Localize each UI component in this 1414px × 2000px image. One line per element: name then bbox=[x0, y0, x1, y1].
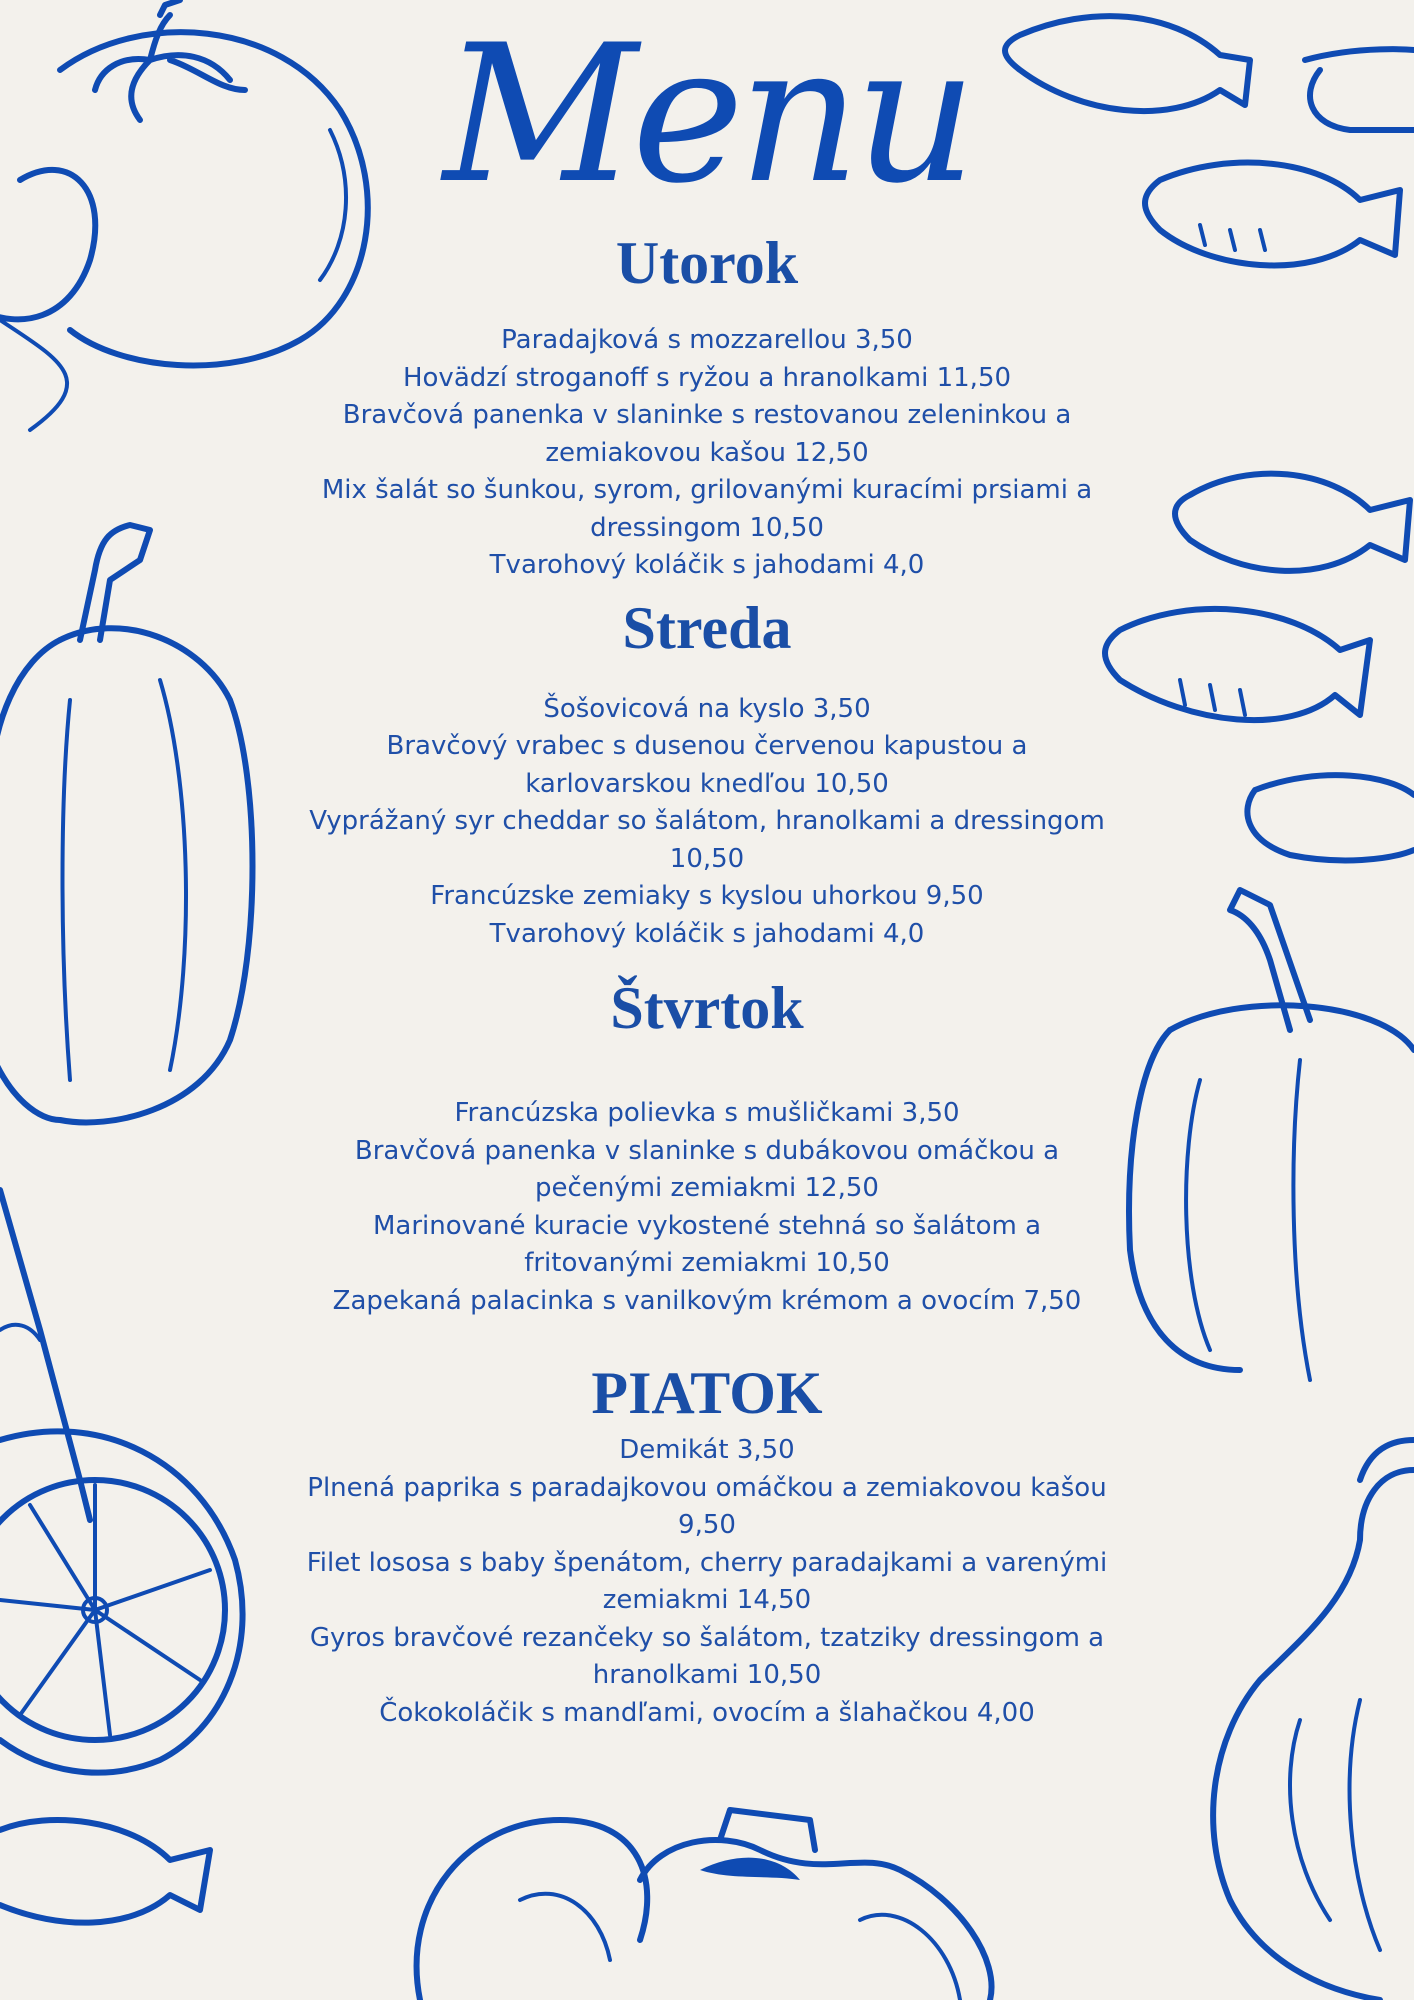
lemon-icon bbox=[0, 1431, 243, 1772]
day-heading: PIATOK bbox=[591, 1360, 823, 1426]
menu-item: Čokokoláčik s mandľami, ovocím a šlahačkou 4,00 bbox=[379, 1697, 1035, 1728]
pumpkin-icon bbox=[1129, 890, 1414, 1380]
day-heading: Utorok bbox=[615, 230, 799, 296]
menu-item: Bravčová panenka v slaninke s restovanou zeleninkou a zemiakovou kašou 12,50 bbox=[342, 400, 1072, 468]
day-section-utorok bbox=[300, 228, 1114, 585]
menu-item: Bravčový vrabec s dusenou červenou kapustou a karlovarskou knedľou 10,50 bbox=[386, 731, 1028, 799]
menu-item: Zapekaná palacinka s vanilkovým krémom a ovocím 7,50 bbox=[332, 1285, 1082, 1316]
menu-content bbox=[300, 228, 1114, 1732]
menu-item: Vyprážaný syr cheddar so šalátom, hranolkami a dressingom 10,50 bbox=[309, 806, 1105, 874]
menu-item: Šošovicová na kyslo 3,50 bbox=[543, 693, 871, 724]
bottle-icon bbox=[0, 1190, 90, 1520]
menu-item: Bravčová panenka v slaninke s dubákovou omáčkou a pečenými zemiakmi 12,50 bbox=[354, 1135, 1060, 1203]
menu-item-list bbox=[300, 1432, 1114, 1732]
day-section-stvrtok bbox=[300, 973, 1114, 1320]
menu-item: Tvarohový koláčik s jahodami 4,0 bbox=[489, 550, 925, 580]
menu-item-list bbox=[300, 1095, 1114, 1320]
menu-item: Marinované kuracie vykostené stehná so šalátom a fritovanými zemiakmi 10,50 bbox=[372, 1210, 1041, 1278]
day-section-streda bbox=[300, 593, 1114, 954]
day-heading: Štvrtok bbox=[610, 975, 804, 1041]
day-section-piatok bbox=[300, 1358, 1114, 1732]
day-heading: Streda bbox=[622, 594, 792, 661]
mushroom-icon bbox=[417, 1810, 992, 2000]
menu-item: Gyros bravčové rezančeky so šalátom, tzatziky dressingom a hranolkami 10,50 bbox=[309, 1622, 1105, 1690]
menu-item: Paradajková s mozzarellou 3,50 bbox=[501, 325, 913, 355]
fish-icon bbox=[0, 1820, 210, 1923]
menu-item: Tvarohový koláčik s jahodami 4,0 bbox=[489, 918, 925, 949]
menu-item: Francúzska polievka s mušličkami 3,50 bbox=[454, 1098, 960, 1128]
menu-item: Demikát 3,50 bbox=[619, 1435, 795, 1465]
menu-item-list bbox=[300, 691, 1114, 954]
menu-item: Filet lososa s baby špenátom, cherry paradajkami a varenými zemiakmi 14,50 bbox=[306, 1547, 1108, 1615]
menu-title: Menu bbox=[443, 4, 971, 225]
menu-item: Hovädzí stroganoff s ryžou a hranolkami 11,50 bbox=[402, 362, 1012, 393]
menu-item: Francúzske zemiaky s kyslou uhorkou 9,50 bbox=[430, 881, 984, 911]
pumpkin-icon bbox=[0, 525, 253, 1122]
menu-item: Mix šalát so šunkou, syrom, grilovanými kuracími prsiami a dressingom 10,50 bbox=[321, 475, 1093, 543]
menu-item-list bbox=[300, 322, 1114, 585]
garlic-icon bbox=[1213, 1440, 1414, 2000]
menu-item: Plnená paprika s paradajkovou omáčkou a zemiakovou kašou 9,50 bbox=[307, 1472, 1107, 1540]
